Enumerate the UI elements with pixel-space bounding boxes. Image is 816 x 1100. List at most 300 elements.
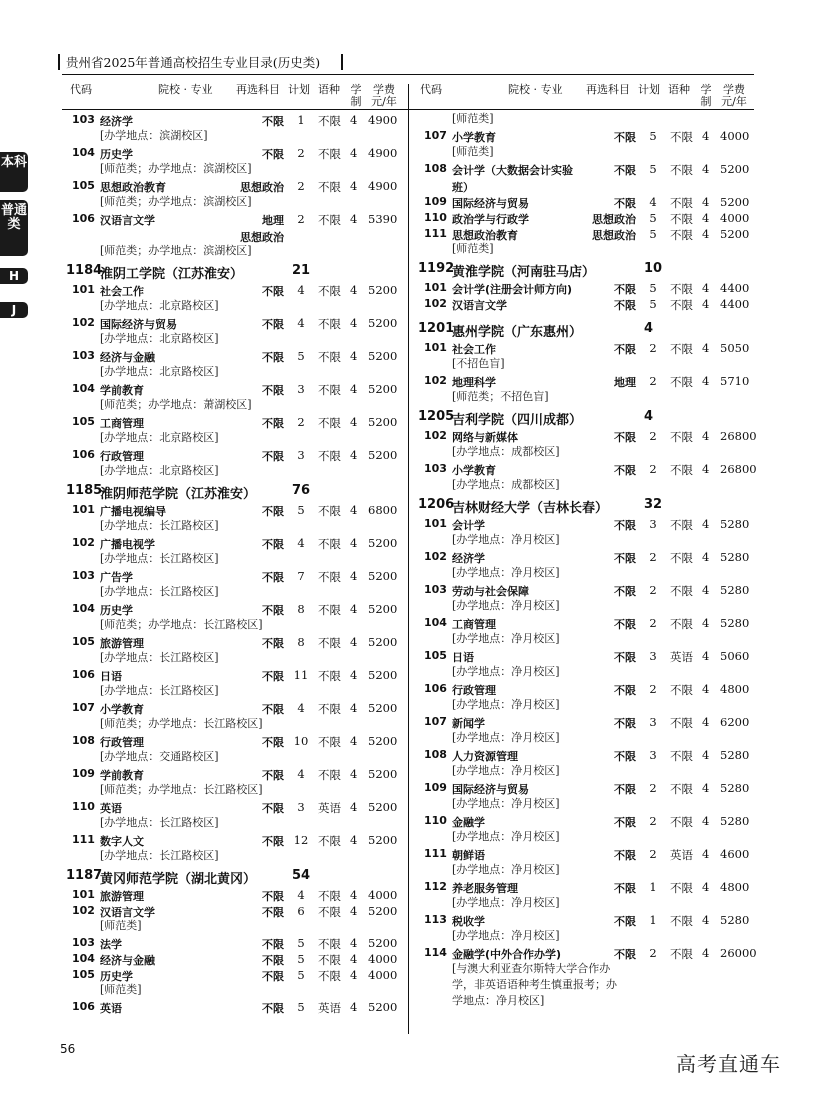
plan-count: 5	[649, 211, 657, 225]
language: 不限	[318, 416, 341, 430]
plan-count: 2	[649, 374, 657, 388]
subject-requirement: 不限	[262, 970, 284, 983]
major-code: 107	[424, 715, 447, 728]
duration: 4	[702, 227, 710, 241]
major-name: 劳动与社会保障	[452, 585, 529, 598]
subject-requirement: 地理	[262, 214, 284, 227]
major-name: 工商管理	[100, 417, 144, 430]
major-code: 103	[424, 583, 447, 596]
school-header	[62, 479, 404, 501]
major-code: 104	[72, 146, 95, 159]
tuition-fee: 5390	[368, 212, 398, 226]
school-plan-total: 4	[644, 409, 654, 424]
duration: 4	[702, 649, 710, 663]
duration: 4	[350, 888, 358, 902]
tuition-fee: 5200	[368, 833, 398, 847]
major-name: 小学教育	[452, 464, 496, 477]
duration: 4	[702, 429, 710, 443]
subject-requirement: 不限	[614, 164, 636, 177]
plan-count: 3	[649, 748, 657, 762]
school-code: 1192	[418, 261, 455, 276]
plan-count: 1	[649, 913, 657, 927]
subject-requirement: 不限	[262, 538, 284, 551]
language: 不限	[318, 350, 341, 364]
table-row	[62, 886, 404, 902]
subject-requirement: 不限	[262, 769, 284, 782]
subject-requirement: 不限	[262, 318, 284, 331]
plan-count: 1	[649, 880, 657, 894]
col-fee: 学费 元/年	[721, 83, 747, 108]
table-row	[62, 446, 404, 463]
col-lang: 语种	[318, 83, 340, 96]
school-name: 淮阴师范学院（江苏淮安）	[100, 487, 257, 502]
subject-requirement: 不限	[262, 637, 284, 650]
table-row	[62, 934, 404, 950]
tuition-fee: 5200	[368, 382, 398, 396]
tuition-fee: 6200	[720, 715, 750, 729]
language: 英语	[670, 650, 693, 664]
table-row	[62, 732, 404, 749]
side-tab-benke[interactable]: 本科	[0, 152, 28, 192]
duration: 4	[350, 1000, 358, 1014]
major-note: [办学地点：长江路校区]	[100, 651, 219, 664]
language: 不限	[670, 163, 693, 177]
tuition-fee: 5200	[720, 227, 750, 241]
major-note: [与澳大利亚查尔斯特大学合作办	[452, 962, 611, 975]
table-row	[62, 347, 404, 364]
plan-count: 5	[297, 968, 305, 982]
col-school-major: 院校 · 专业	[158, 83, 213, 96]
major-name: 历史学	[100, 970, 133, 983]
school-header	[414, 257, 756, 279]
plan-count: 11	[293, 668, 309, 682]
plan-count: 4	[297, 701, 305, 715]
tuition-fee: 5280	[720, 913, 750, 927]
tuition-fee: 5200	[368, 569, 398, 583]
col-code: 代码	[70, 83, 92, 96]
school-header	[62, 864, 404, 886]
col-school-major: 院校 · 专业	[508, 83, 563, 96]
language: 英语	[318, 1001, 341, 1015]
tuition-fee: 5200	[368, 904, 398, 918]
major-note: [师范类；办学地点：滨湖校区]	[100, 195, 252, 208]
language: 不限	[670, 815, 693, 829]
tuition-fee: 4400	[720, 297, 750, 311]
major-name: 学前教育	[100, 769, 144, 782]
subject-requirement: 不限	[614, 131, 636, 144]
plan-count: 5	[297, 349, 305, 363]
table-row	[414, 339, 756, 356]
major-code: 110	[424, 814, 447, 827]
major-code: 101	[424, 281, 447, 294]
column-header-right	[416, 82, 758, 112]
language: 不限	[318, 603, 341, 617]
subject-requirement: 不限	[262, 450, 284, 463]
tuition-fee: 4000	[368, 888, 398, 902]
table-row	[62, 950, 404, 966]
table-row	[62, 210, 404, 227]
duration: 4	[702, 715, 710, 729]
header-bar-left	[58, 54, 60, 70]
subject-requirement: 不限	[262, 1002, 284, 1015]
major-name: 汉语言文学	[100, 214, 155, 227]
subject-requirement: 不限	[262, 736, 284, 749]
table-row	[62, 144, 404, 161]
table-row	[414, 911, 756, 928]
duration: 4	[702, 297, 710, 311]
major-code: 110	[72, 800, 95, 813]
subject-requirement: 不限	[262, 906, 284, 919]
language: 不限	[318, 180, 341, 194]
duration: 4	[702, 129, 710, 143]
major-note: [不招色盲]	[452, 357, 505, 370]
major-name: 朝鲜语	[452, 849, 485, 862]
table-row	[414, 614, 756, 631]
table-row	[62, 633, 404, 650]
watermark: 高考直通车	[676, 1052, 781, 1076]
duration: 4	[702, 913, 710, 927]
col-code: 代码	[420, 83, 442, 96]
tuition-fee: 4900	[368, 146, 398, 160]
major-code: 108	[424, 748, 447, 761]
subject-requirement: 不限	[614, 750, 636, 763]
major-code: 107	[424, 129, 447, 142]
school-header	[414, 317, 756, 339]
right-column	[414, 111, 756, 1009]
major-note: [办学地点：净月校区]	[452, 632, 560, 645]
school-code: 1184	[66, 263, 103, 278]
table-row	[414, 515, 756, 532]
subject-requirement: 不限	[262, 285, 284, 298]
tuition-fee: 5060	[720, 649, 750, 663]
duration: 4	[350, 833, 358, 847]
language: 不限	[318, 449, 341, 463]
language: 不限	[670, 282, 693, 296]
tuition-fee: 4000	[720, 129, 750, 143]
subject-requirement: 不限	[262, 604, 284, 617]
table-row	[62, 501, 404, 518]
side-tab-putong[interactable]: 普通类	[0, 200, 28, 256]
plan-count: 6	[297, 904, 305, 918]
major-code: 104	[72, 952, 95, 965]
tuition-fee: 4000	[720, 211, 750, 225]
col-subject: 再选科目	[236, 83, 280, 96]
major-note: [办学地点：长江路校区]	[100, 519, 219, 532]
major-code: 106	[72, 668, 95, 681]
major-code: 103	[72, 936, 95, 949]
major-name: 经济学	[100, 115, 133, 128]
major-code: 108	[424, 162, 447, 175]
major-code: 102	[424, 374, 447, 387]
major-name: 会计学（大数据会计实验	[452, 164, 573, 177]
school-header	[62, 259, 404, 281]
tuition-fee: 4000	[368, 952, 398, 966]
major-code: 102	[424, 429, 447, 442]
major-name: 社会工作	[452, 343, 496, 356]
major-code: 109	[72, 767, 95, 780]
duration: 4	[702, 162, 710, 176]
major-name: 会计学(注册会计师方向)	[452, 283, 573, 296]
major-note: 学，非英语语种考生慎重报考；办	[452, 978, 617, 991]
major-name: 广播电视编导	[100, 505, 166, 518]
table-row	[62, 666, 404, 683]
major-code: 102	[72, 316, 95, 329]
duration: 4	[350, 179, 358, 193]
table-row	[62, 765, 404, 782]
language: 不限	[670, 881, 693, 895]
tuition-fee: 26800	[720, 462, 757, 476]
table-row	[62, 798, 404, 815]
major-note: [办学地点：北京路校区]	[100, 431, 219, 444]
table-row	[62, 314, 404, 331]
plan-count: 5	[297, 936, 305, 950]
duration: 4	[702, 211, 710, 225]
major-note: [办学地点：长江路校区]	[100, 816, 219, 829]
subject-requirement: 不限	[262, 505, 284, 518]
subject-requirement: 不限	[262, 115, 284, 128]
major-code: 112	[424, 880, 447, 893]
tuition-fee: 4400	[720, 281, 750, 295]
tuition-fee: 5200	[368, 448, 398, 462]
major-name: 日语	[100, 670, 122, 683]
tuition-fee: 5200	[368, 701, 398, 715]
language: 不限	[318, 702, 341, 716]
major-note: [办学地点：净月校区]	[452, 764, 560, 777]
duration: 4	[350, 212, 358, 226]
table-row	[62, 831, 404, 848]
tuition-fee: 5200	[368, 536, 398, 550]
language: 不限	[670, 584, 693, 598]
major-name: 历史学	[100, 148, 133, 161]
major-name: 小学教育	[452, 131, 496, 144]
language: 不限	[670, 716, 693, 730]
major-note: [办学地点：净月校区]	[452, 929, 560, 942]
language: 不限	[318, 147, 341, 161]
tuition-fee: 5280	[720, 517, 750, 531]
language: 不限	[318, 213, 341, 227]
major-code: 105	[72, 968, 95, 981]
subject-requirement: 思想政治	[592, 229, 636, 242]
subject-requirement: 不限	[614, 197, 636, 210]
major-name: 历史学	[100, 604, 133, 617]
tuition-fee: 5280	[720, 550, 750, 564]
col-plan: 计划	[288, 83, 310, 96]
language: 不限	[318, 889, 341, 903]
tuition-fee: 26000	[720, 946, 757, 960]
tuition-fee: 6800	[368, 503, 398, 517]
school-code: 1201	[418, 321, 455, 336]
plan-count: 5	[297, 1000, 305, 1014]
school-name: 惠州学院（广东惠州）	[452, 325, 583, 340]
major-code: 105	[72, 635, 95, 648]
tuition-fee: 26800	[720, 429, 757, 443]
major-name: 思想政治教育	[100, 181, 166, 194]
table-row	[414, 845, 756, 862]
subject-requirement: 不限	[614, 816, 636, 829]
plan-count: 5	[649, 162, 657, 176]
plan-count: 3	[649, 649, 657, 663]
subject-requirement: 不限	[262, 148, 284, 161]
language: 不限	[318, 383, 341, 397]
major-note: [办学地点：净月校区]	[452, 665, 560, 678]
major-note: [师范类；办学地点：长江路校区]	[100, 717, 263, 730]
language: 不限	[318, 735, 341, 749]
plan-count: 5	[649, 297, 657, 311]
major-name: 法学	[100, 938, 122, 951]
school-plan-total: 4	[644, 321, 654, 336]
table-row	[62, 177, 404, 194]
plan-count: 8	[297, 635, 305, 649]
header-rule	[62, 74, 754, 75]
duration: 4	[702, 550, 710, 564]
plan-count: 2	[649, 682, 657, 696]
language: 不限	[670, 551, 693, 565]
col-fee: 学费 元/年	[371, 83, 397, 108]
major-name: 汉语言文学	[452, 299, 507, 312]
plan-count: 10	[293, 734, 309, 748]
major-name: 日语	[452, 651, 474, 664]
major-name: 经济与金融	[100, 351, 155, 364]
duration: 4	[350, 113, 358, 127]
plan-count: 3	[649, 517, 657, 531]
tuition-fee: 4800	[720, 880, 750, 894]
major-code: 109	[424, 781, 447, 794]
duration: 4	[702, 847, 710, 861]
duration: 4	[350, 602, 358, 616]
major-code: 102	[72, 904, 95, 917]
tuition-fee: 4600	[720, 847, 750, 861]
subject-requirement: 不限	[614, 552, 636, 565]
duration: 4	[350, 503, 358, 517]
side-tab-h[interactable]: H	[0, 268, 28, 284]
duration: 4	[702, 341, 710, 355]
subject-requirement: 不限	[614, 684, 636, 697]
major-code: 101	[424, 341, 447, 354]
tuition-fee: 5200	[368, 767, 398, 781]
major-code: 104	[424, 616, 447, 629]
plan-count: 2	[649, 583, 657, 597]
major-name: 地理科学	[452, 376, 496, 389]
subject-requirement: 不限	[614, 585, 636, 598]
major-name: 经济学	[452, 552, 485, 565]
major-note: [办学地点：净月校区]	[452, 896, 560, 909]
school-code: 1206	[418, 497, 455, 512]
plan-count: 2	[297, 179, 305, 193]
major-note: [办学地点：净月校区]	[452, 533, 560, 546]
duration: 4	[350, 767, 358, 781]
major-note: [办学地点：净月校区]	[452, 830, 560, 843]
major-name: 学前教育	[100, 384, 144, 397]
header-bar-right	[341, 54, 343, 70]
major-note: [师范类]	[452, 112, 494, 125]
subject-requirement: 不限	[614, 343, 636, 356]
table-row	[414, 295, 756, 311]
subject-requirement: 不限	[614, 717, 636, 730]
tuition-fee: 5200	[368, 415, 398, 429]
page-title: 贵州省2025年普通高校招生专业目录(历史类)	[66, 55, 321, 70]
major-note: [办学地点：净月校区]	[452, 797, 560, 810]
major-name: 养老服务管理	[452, 882, 518, 895]
table-row	[414, 713, 756, 730]
major-note: [办学地点：长江路校区]	[100, 585, 219, 598]
subject-requirement: 不限	[262, 835, 284, 848]
major-name: 国际经济与贸易	[452, 197, 529, 210]
school-plan-total: 10	[644, 261, 663, 276]
duration: 4	[350, 382, 358, 396]
major-name: 金融学	[452, 816, 485, 829]
col-duration: 学 制	[700, 83, 712, 108]
side-tab-j[interactable]: J	[0, 302, 28, 318]
page-number: 56	[60, 1042, 76, 1056]
major-code: 104	[72, 382, 95, 395]
duration: 4	[702, 517, 710, 531]
table-row	[62, 534, 404, 551]
language: 不限	[318, 905, 341, 919]
major-name: 英语	[100, 1002, 122, 1015]
major-note: [办学地点：长江路校区]	[100, 849, 219, 862]
tuition-fee: 5280	[720, 748, 750, 762]
plan-count: 2	[649, 781, 657, 795]
col-plan: 计划	[638, 83, 660, 96]
subject-requirement: 不限	[614, 283, 636, 296]
plan-count: 5	[297, 503, 305, 517]
school-plan-total: 32	[644, 497, 663, 512]
tuition-fee: 5050	[720, 341, 750, 355]
duration: 4	[702, 781, 710, 795]
major-code: 109	[424, 195, 447, 208]
col-duration: 学 制	[350, 83, 362, 108]
major-note: [办学地点：长江路校区]	[100, 552, 219, 565]
plan-count: 3	[297, 448, 305, 462]
language: 不限	[670, 683, 693, 697]
tuition-fee: 5200	[368, 936, 398, 950]
duration: 4	[702, 616, 710, 630]
tuition-fee: 5280	[720, 814, 750, 828]
major-code: 108	[72, 734, 95, 747]
major-note: [办学地点：净月校区]	[452, 698, 560, 711]
tuition-fee: 4900	[368, 179, 398, 193]
table-row	[414, 878, 756, 895]
major-name: 行政管理	[100, 736, 144, 749]
language: 不限	[670, 196, 693, 210]
plan-count: 5	[649, 227, 657, 241]
subject-requirement: 不限	[262, 417, 284, 430]
duration: 4	[702, 946, 710, 960]
language: 不限	[318, 504, 341, 518]
plan-count: 2	[649, 616, 657, 630]
language: 不限	[318, 969, 341, 983]
subject-requirement: 不限	[262, 351, 284, 364]
major-name: 金融学(中外合作办学)	[452, 948, 562, 961]
duration: 4	[350, 635, 358, 649]
major-note: [师范类]	[100, 983, 142, 996]
subject-requirement: 不限	[614, 849, 636, 862]
major-code: 101	[72, 888, 95, 901]
major-name: 小学教育	[100, 703, 144, 716]
subject-requirement: 不限	[262, 571, 284, 584]
major-note: [办学地点：滨湖校区]	[100, 129, 208, 142]
table-row	[62, 998, 404, 1015]
duration: 4	[702, 748, 710, 762]
duration: 4	[350, 701, 358, 715]
major-name: 广播电视学	[100, 538, 155, 551]
tuition-fee: 4900	[368, 113, 398, 127]
tuition-fee: 5710	[720, 374, 750, 388]
major-name: 行政管理	[452, 684, 496, 697]
table-row	[414, 279, 756, 295]
plan-count: 2	[649, 462, 657, 476]
major-note: 学地点：净月校区]	[452, 994, 545, 1007]
